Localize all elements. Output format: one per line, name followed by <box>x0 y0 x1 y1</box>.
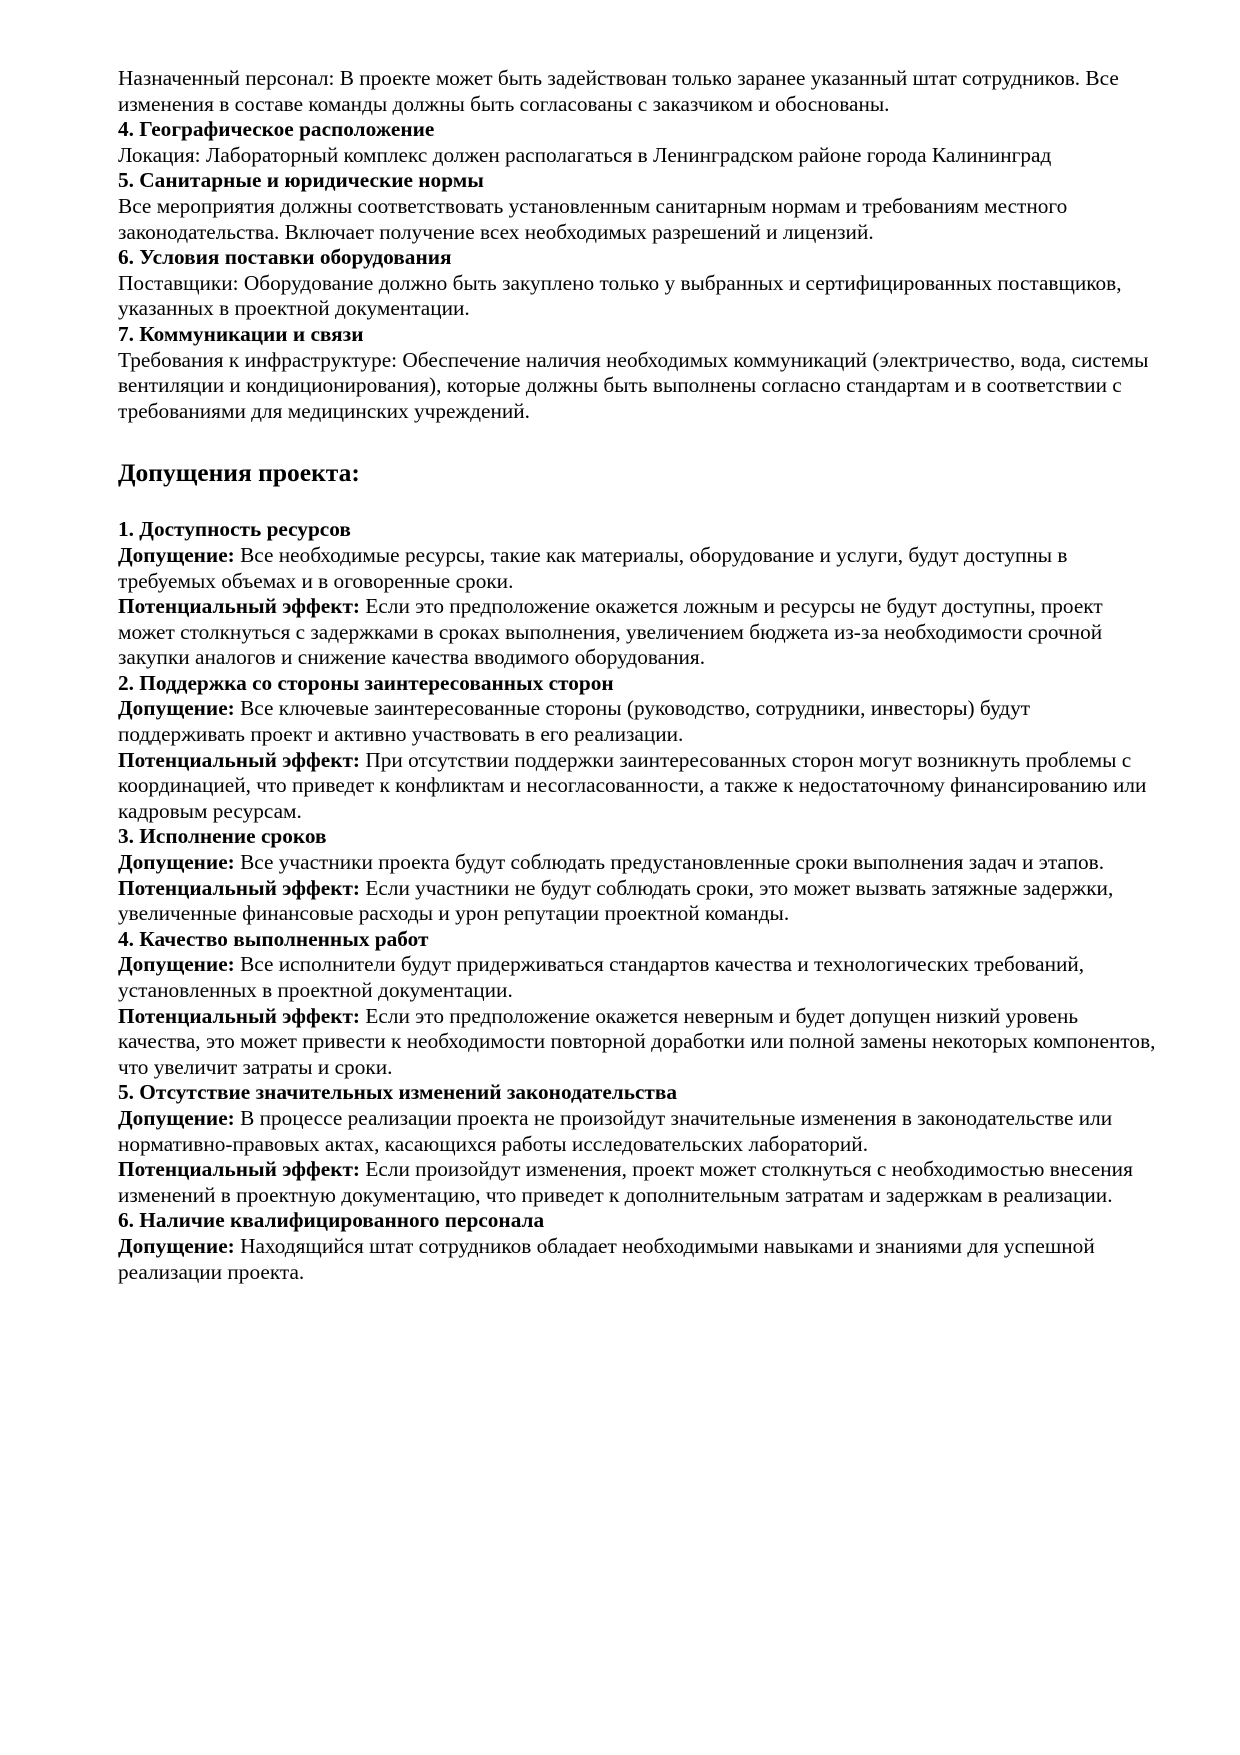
effect-label: Потенциальный эффект: <box>118 594 361 619</box>
constraint-heading: 4. Географическое расположение <box>118 117 435 142</box>
effect-text: Если это предположение окажется ложным и ресурсы не будут доступны, проект может столкнуться с задержками в сроках выполнения, увеличением бюджета из-за необходимости срочной закупки аналогов и снижение качества вводимого оборудования. <box>118 594 1103 670</box>
assumption-text: Все исполнители будут придерживаться стандартов качества и технологических требований, установленных в проектной документации. <box>118 952 1085 1002</box>
assumption-paragraph <box>118 850 1158 876</box>
assumption-heading: 1. Доступность ресурсов <box>118 517 351 542</box>
assumption-heading: 5. Отсутствие значительных изменений законодательства <box>118 1080 678 1105</box>
assumption-heading: 2. Поддержка со стороны заинтересованных сторон <box>118 670 614 695</box>
effect-text: При отсутствии поддержки заинтересованных сторон могут возникнуть проблемы с координацией, что приведет к конфликтам и несогласованности, а также к недостаточному финансированию или кадровым ресурсам. <box>118 747 1147 823</box>
assumption-heading: 3. Исполнение сроков <box>118 824 327 849</box>
effect-paragraph <box>118 876 1158 927</box>
effect-label: Потенциальный эффект: <box>118 875 361 900</box>
assumption-heading: 6. Наличие квалифицированного персонала <box>118 1208 545 1233</box>
constraint-heading: 6. Условия поставки оборудования <box>118 245 452 270</box>
effect-text: Если это предположение окажется неверным и будет допущен низкий уровень качества, это может привести к необходимости повторной доработки или полной замены некоторых компонентов, что увеличит затраты и сроки. <box>118 1003 1156 1079</box>
constraint-text: Локация: Лабораторный комплекс должен располагаться в Ленинградском районе города Калининград <box>118 142 1052 167</box>
effect-paragraph <box>118 1157 1158 1208</box>
assumption-paragraph <box>118 1106 1158 1157</box>
assumption-label: Допущение: <box>118 1105 235 1130</box>
effect-text: Если участники не будут соблюдать сроки, это может вызвать затяжные задержки, увеличенные финансовые расходы и урон репутации проектной команды. <box>118 875 1114 926</box>
assumption-heading: 4. Качество выполненных работ <box>118 926 429 951</box>
assumption-paragraph <box>118 696 1158 747</box>
assumption-label: Допущение: <box>118 1233 235 1258</box>
assumption-paragraph <box>118 543 1158 594</box>
assumptions-section-title: Допущения проекта: <box>118 458 360 488</box>
assumption-text: Все участники проекта будут соблюдать предустановленные сроки выполнения задач и этапов. <box>240 850 1105 875</box>
assumption-paragraph <box>118 952 1158 1003</box>
assumption-label: Допущение: <box>118 542 235 567</box>
assumption-text: Находящийся штат сотрудников обладает необходимыми навыками и знаниями для успешной реализации проекта. <box>118 1233 1095 1284</box>
constraint-text: Поставщики: Оборудование должно быть закуплено только у выбранных и сертифицированных поставщиков, указанных в проектной документации. <box>118 270 1122 321</box>
assumption-label: Допущение: <box>118 850 235 875</box>
assumption-label: Допущение: <box>118 696 235 721</box>
effect-label: Потенциальный эффект: <box>118 1157 361 1182</box>
effect-label: Потенциальный эффект: <box>118 1003 361 1028</box>
constraint-text: Требования к инфраструктуре: Обеспечение наличия необходимых коммуникаций (электричество, вода, системы вентиляции и кондиционирования), которые должны быть выполнены согласно стандартам и в соответствии с требованиями для медицинских учреждений. <box>118 347 1149 423</box>
assumption-text: В процессе реализации проекта не произойдут значительные изменения в законодательстве или нормативно-правовых актах, касающихся работы исследовательских лабораторий. <box>118 1105 1113 1156</box>
assumption-paragraph <box>118 1234 1158 1285</box>
constraint-heading: 7. Коммуникации и связи <box>118 321 364 346</box>
assumption-text: Все ключевые заинтересованные стороны (руководство, сотрудники, инвесторы) будут поддерживать проект и активно участвовать в его реализации. <box>118 696 1031 747</box>
assumption-label: Допущение: <box>118 952 235 977</box>
effect-label: Потенциальный эффект: <box>118 747 361 772</box>
constraint-text: Все мероприятия должны соответствовать установленным санитарным нормам и требованиям местного законодательства. Включает получение всех необходимых разрешений и лицензий. <box>118 193 1068 244</box>
constraint-heading: 5. Санитарные и юридические нормы <box>118 168 484 193</box>
effect-paragraph <box>118 1004 1158 1081</box>
assumption-text: Все необходимые ресурсы, такие как материалы, оборудование и услуги, будут доступны в требуемых объемах и в оговоренные сроки. <box>118 542 1068 593</box>
staff-paragraph: Назначенный персонал: В проекте может быть задействован только заранее указанный штат сотрудников. Все изменения в составе команды должны быть согласованы с заказчиком и обоснованы. <box>118 66 1119 116</box>
effect-paragraph <box>118 594 1158 671</box>
effect-paragraph <box>118 748 1158 825</box>
document-page <box>118 66 1158 1285</box>
effect-text: Если произойдут изменения, проект может столкнуться с необходимостью внесения изменений в проектную документацию, что приведет к дополнительным затратам и задержкам в реализации. <box>118 1157 1133 1207</box>
